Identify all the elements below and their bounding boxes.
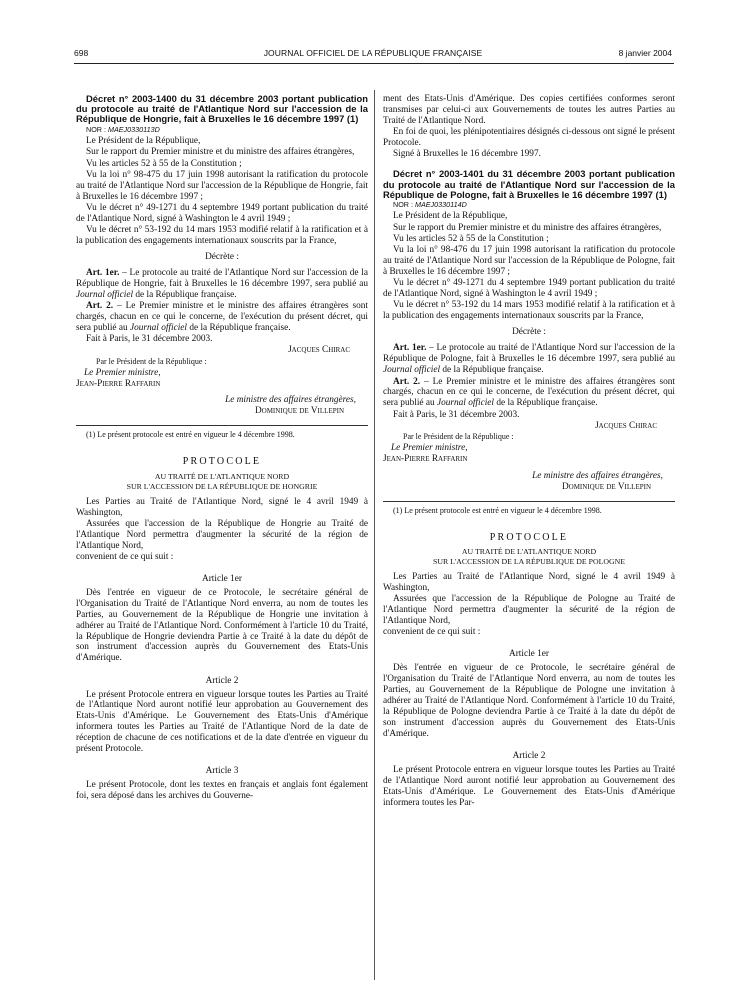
page-header — [74, 48, 672, 62]
paragraph: ment des Etats-Unis d'Amérique. Des copies certifiées conformes seront transmises par celui-ci aux Gouvernements de toutes les autres Parties au Traité de l'Atlantique Nord. — [383, 94, 675, 126]
paragraph: Les Parties au Traité de l'Atlantique Nord, signé le 4 avril 1949 à Washington, — [383, 572, 675, 593]
article-heading: Article 1er — [508, 649, 549, 660]
decrete-heading: Décrète : — [205, 251, 239, 262]
journal-title: JOURNAL OFFICIEL DE LA RÉPUBLIQUE FRANÇAISE — [263, 48, 483, 58]
paragraph: Assurées que l'accession de la République de Hongrie au Traité de l'Atlantique Nord permettra d'augmenter la sécurité de la région de l'Atlantique Nord, — [76, 518, 368, 551]
paragraph: Le Président de la République, — [86, 136, 201, 147]
ministre-name: Dominique de Villepin — [254, 406, 344, 417]
signatory-name: Jacques Chirac — [595, 420, 657, 431]
paragraph: Vu la loi n° 98-475 du 17 juin 1998 autorisant la ratification du protocole au traité de l'Atlantique Nord sur l'accession de la République de Hongrie, fait à Bruxelles le 16 décembre 1997 ; — [76, 169, 368, 202]
paragraph: Sur le rapport du Premier ministre et du ministre des affaires étrangères, — [393, 222, 662, 233]
article-2: Art. 2. – Le Premier ministre et le ministre des affaires étrangères sont chargés, chacun en ce qui le concerne, de l'exécution du présent décret, qui sera publié au Journal officiel de la République française. — [76, 301, 369, 333]
paragraph: convenient de ce qui suit : — [383, 627, 481, 638]
protocole-subtitle-1: AU TRAITÉ DE L'ATLANTIQUE NORD — [154, 472, 290, 482]
paragraph: Vu le décret n° 53-192 du 14 mars 1953 modifié relatif à la ratification et à la publication des engagements internationaux souscrits par la France, — [76, 224, 368, 246]
issue-date: 8 janvier 2004 — [618, 48, 672, 58]
paragraph: Le présent Protocole, dont les textes en français et anglais font également foi, sera déposé dans les archives du Gouverne- — [76, 780, 368, 802]
fait-a-paris: Fait à Paris, le 31 décembre 2003. — [393, 409, 520, 420]
article-heading: Article 2 — [205, 675, 239, 686]
paragraph: Vu le décret n° 49-1271 du 4 septembre 1949 portant publication du traité de l'Atlantique Nord, signé à Washington le 4 avril 1949 ; — [383, 278, 675, 299]
paragraph: Vu le décret n° 49-1271 du 4 septembre 1949 portant publication du traité de l'Atlantique Nord, signé à Washington le 4 avril 1949 ; — [76, 202, 368, 224]
paragraph: Le présent Protocole entrera en vigueur lorsque toutes les Parties au Traité de l'Atlantique Nord auront notifié leur approbation au Gouvernement des Etats-Unis d'Amérique. Le Gouvernement des Etats-Unis d'Amérique informera toutes les Parties au Traité de l'Atlantique Nord de la date de réception de chacune de ces notifications et de la date d'entrée en vigueur du présent Protocole. — [76, 689, 368, 755]
paragraph: Vu les articles 52 à 55 de la Constitution ; — [393, 233, 549, 244]
paragraph: Assurées que l'accession de la République de Pologne au Traité de l'Atlantique Nord permettra d'augmenter la sécurité de la région de l'Atlantique Nord, — [383, 594, 675, 626]
ministre-title: Le ministre des affaires étrangères, — [532, 470, 663, 481]
paragraph: Sur le rapport du Premier ministre et du ministre des affaires étrangères, — [86, 147, 355, 158]
article-heading: Article 2 — [512, 750, 546, 761]
protocole-subtitle-2: SUR L'ACCESSION DE LA RÉPUBLIQUE DE POLOGNE — [432, 557, 625, 567]
article-heading: Article 1er — [201, 574, 242, 585]
footnote-rule — [383, 501, 675, 502]
article-heading: Article 3 — [205, 766, 239, 777]
paragraph: Vu la loi n° 98-476 du 17 juin 1998 autorisant la ratification du protocole au traité de l'Atlantique Nord sur l'accession de la République de Pologne, fait à Bruxelles le 16 décembre 1997 ; — [383, 245, 675, 277]
paragraph: Dès l'entrée en vigueur de ce Protocole, le secrétaire général de l'Organisation du Traité de l'Atlantique Nord enverra, au nom de toutes les Parties, au Gouvernement de la République de Pologne une invitation à adhérer au Traité de l'Atlantique Nord. Conformément à l'article 10 du Traité, la République de Pologne deviendra Partie à ce Traité à la date du dépôt de son instrument d'accession auprès du Gouvernement des Etats-Unis d'Amérique. — [383, 663, 675, 739]
protocole-subtitle-1: AU TRAITÉ DE L'ATLANTIQUE NORD — [461, 547, 597, 557]
signatory-name: Jacques Chirac — [288, 345, 350, 356]
footnote: (1) Le présent protocole est entré en vigueur le 4 décembre 1998. — [86, 430, 295, 440]
premier-ministre-title: Le Premier ministre, — [84, 367, 161, 378]
ministre-title: Le ministre des affaires étrangères, — [225, 395, 356, 406]
paragraph: Vu les articles 52 à 55 de la Constitution ; — [86, 158, 242, 169]
paragraph: Signé à Bruxelles le 16 décembre 1997. — [393, 149, 541, 160]
paragraph: Le Président de la République, — [393, 211, 508, 222]
paragraph: En foi de quoi, les plénipotentiaires désignés ci-dessous ont signé le présent Protocole. — [383, 127, 675, 148]
right-column — [383, 94, 675, 809]
nor-reference: NOR : MAEJ0330114D — [393, 200, 467, 210]
protocole-heading: PROTOCOLE — [489, 531, 569, 543]
decree-title: Décret n° 2003-1400 du 31 décembre 2003 portant publication du protocole au traité de l'Atlantique Nord sur l'accession de la République de Hongrie, fait à Bruxelles le 16 décembre 1997 (1) — [76, 93, 368, 125]
page-number: 698 — [74, 48, 89, 58]
ministre-name: Dominique de Villepin — [561, 481, 651, 492]
protocole-subtitle-2: SUR L'ACCESSION DE LA RÉPUBLIQUE DE HONGRIE — [126, 481, 318, 491]
decree-title: Décret n° 2003-1401 du 31 décembre 2003 portant publication du protocole au traité de l'Atlantique Nord sur l'accession de la République de Pologne, fait à Bruxelles le 16 décembre 1997 (1) — [383, 168, 675, 200]
paragraph: Vu le décret n° 53-192 du 14 mars 1953 modifié relatif à la ratification et à la publication des engagements internationaux souscrits par la France, — [383, 300, 675, 322]
protocole-heading: PROTOCOLE — [182, 456, 262, 468]
column-divider — [374, 90, 375, 980]
article-2: Art. 2. – Le Premier ministre et le ministre des affaires étrangères sont chargés, chacun en ce qui le concerne, de l'exécution du présent décret, qui sera publié au Journal officiel de la République française. — [383, 376, 676, 409]
premier-ministre-name: Jean-Pierre Raffarin — [76, 379, 161, 389]
par-le-president: Par le Président de la République : — [96, 356, 207, 366]
par-le-president: Par le Président de la République : — [403, 431, 514, 441]
paragraph: Dès l'entrée en vigueur de ce Protocole, le secrétaire général de l'Organisation du Traité de l'Atlantique Nord enverra, au nom de toutes les Parties, au Gouvernement de la République de Hongrie une invitation à adhérer au Traité de l'Atlantique Nord. Conformément à l'article 10 du Traité, la République de Hongrie deviendra Partie à ce Traité à la date du dépôt de son instrument d'accession auprès du Gouvernement des Etats-Unis d'Amérique. — [76, 587, 368, 664]
paragraph: Les Parties au Traité de l'Atlantique Nord, signé le 4 avril 1949 à Washington, — [76, 496, 368, 518]
paragraph: convenient de ce qui suit : — [76, 551, 174, 562]
left-column — [76, 94, 368, 802]
premier-ministre-title: Le Premier ministre, — [391, 443, 468, 454]
article-1: Art. 1er. – Le protocole au traité de l'Atlantique Nord sur l'accession de la République de Pologne, fait à Bruxelles le 16 décembre 1997, sera publié au Journal officiel de la République française. — [383, 343, 675, 376]
premier-ministre-name: Jean-Pierre Raffarin — [383, 454, 468, 465]
decrete-heading: Décrète : — [512, 327, 546, 338]
footnote-rule — [76, 425, 368, 426]
fait-a-paris: Fait à Paris, le 31 décembre 2003. — [86, 334, 213, 345]
header-rule — [74, 63, 674, 64]
nor-reference: NOR : MAEJ0330113D — [86, 124, 160, 134]
paragraph: Le présent Protocole entrera en vigueur lorsque toutes les Parties au Traité de l'Atlantique Nord auront notifié leur approbation au Gouvernement des Etats-Unis d'Amérique. Le Gouvernement des Etats-Unis d'Amérique informera toutes les Par- — [383, 764, 675, 808]
footnote: (1) Le présent protocole est entré en vigueur le 4 décembre 1998. — [393, 505, 602, 515]
article-1: Art. 1er. – Le protocole au traité de l'Atlantique Nord sur l'accession de la République de Hongrie, fait à Bruxelles le 16 décembre 1997, sera publié au Journal officiel de la République française. — [76, 268, 368, 300]
